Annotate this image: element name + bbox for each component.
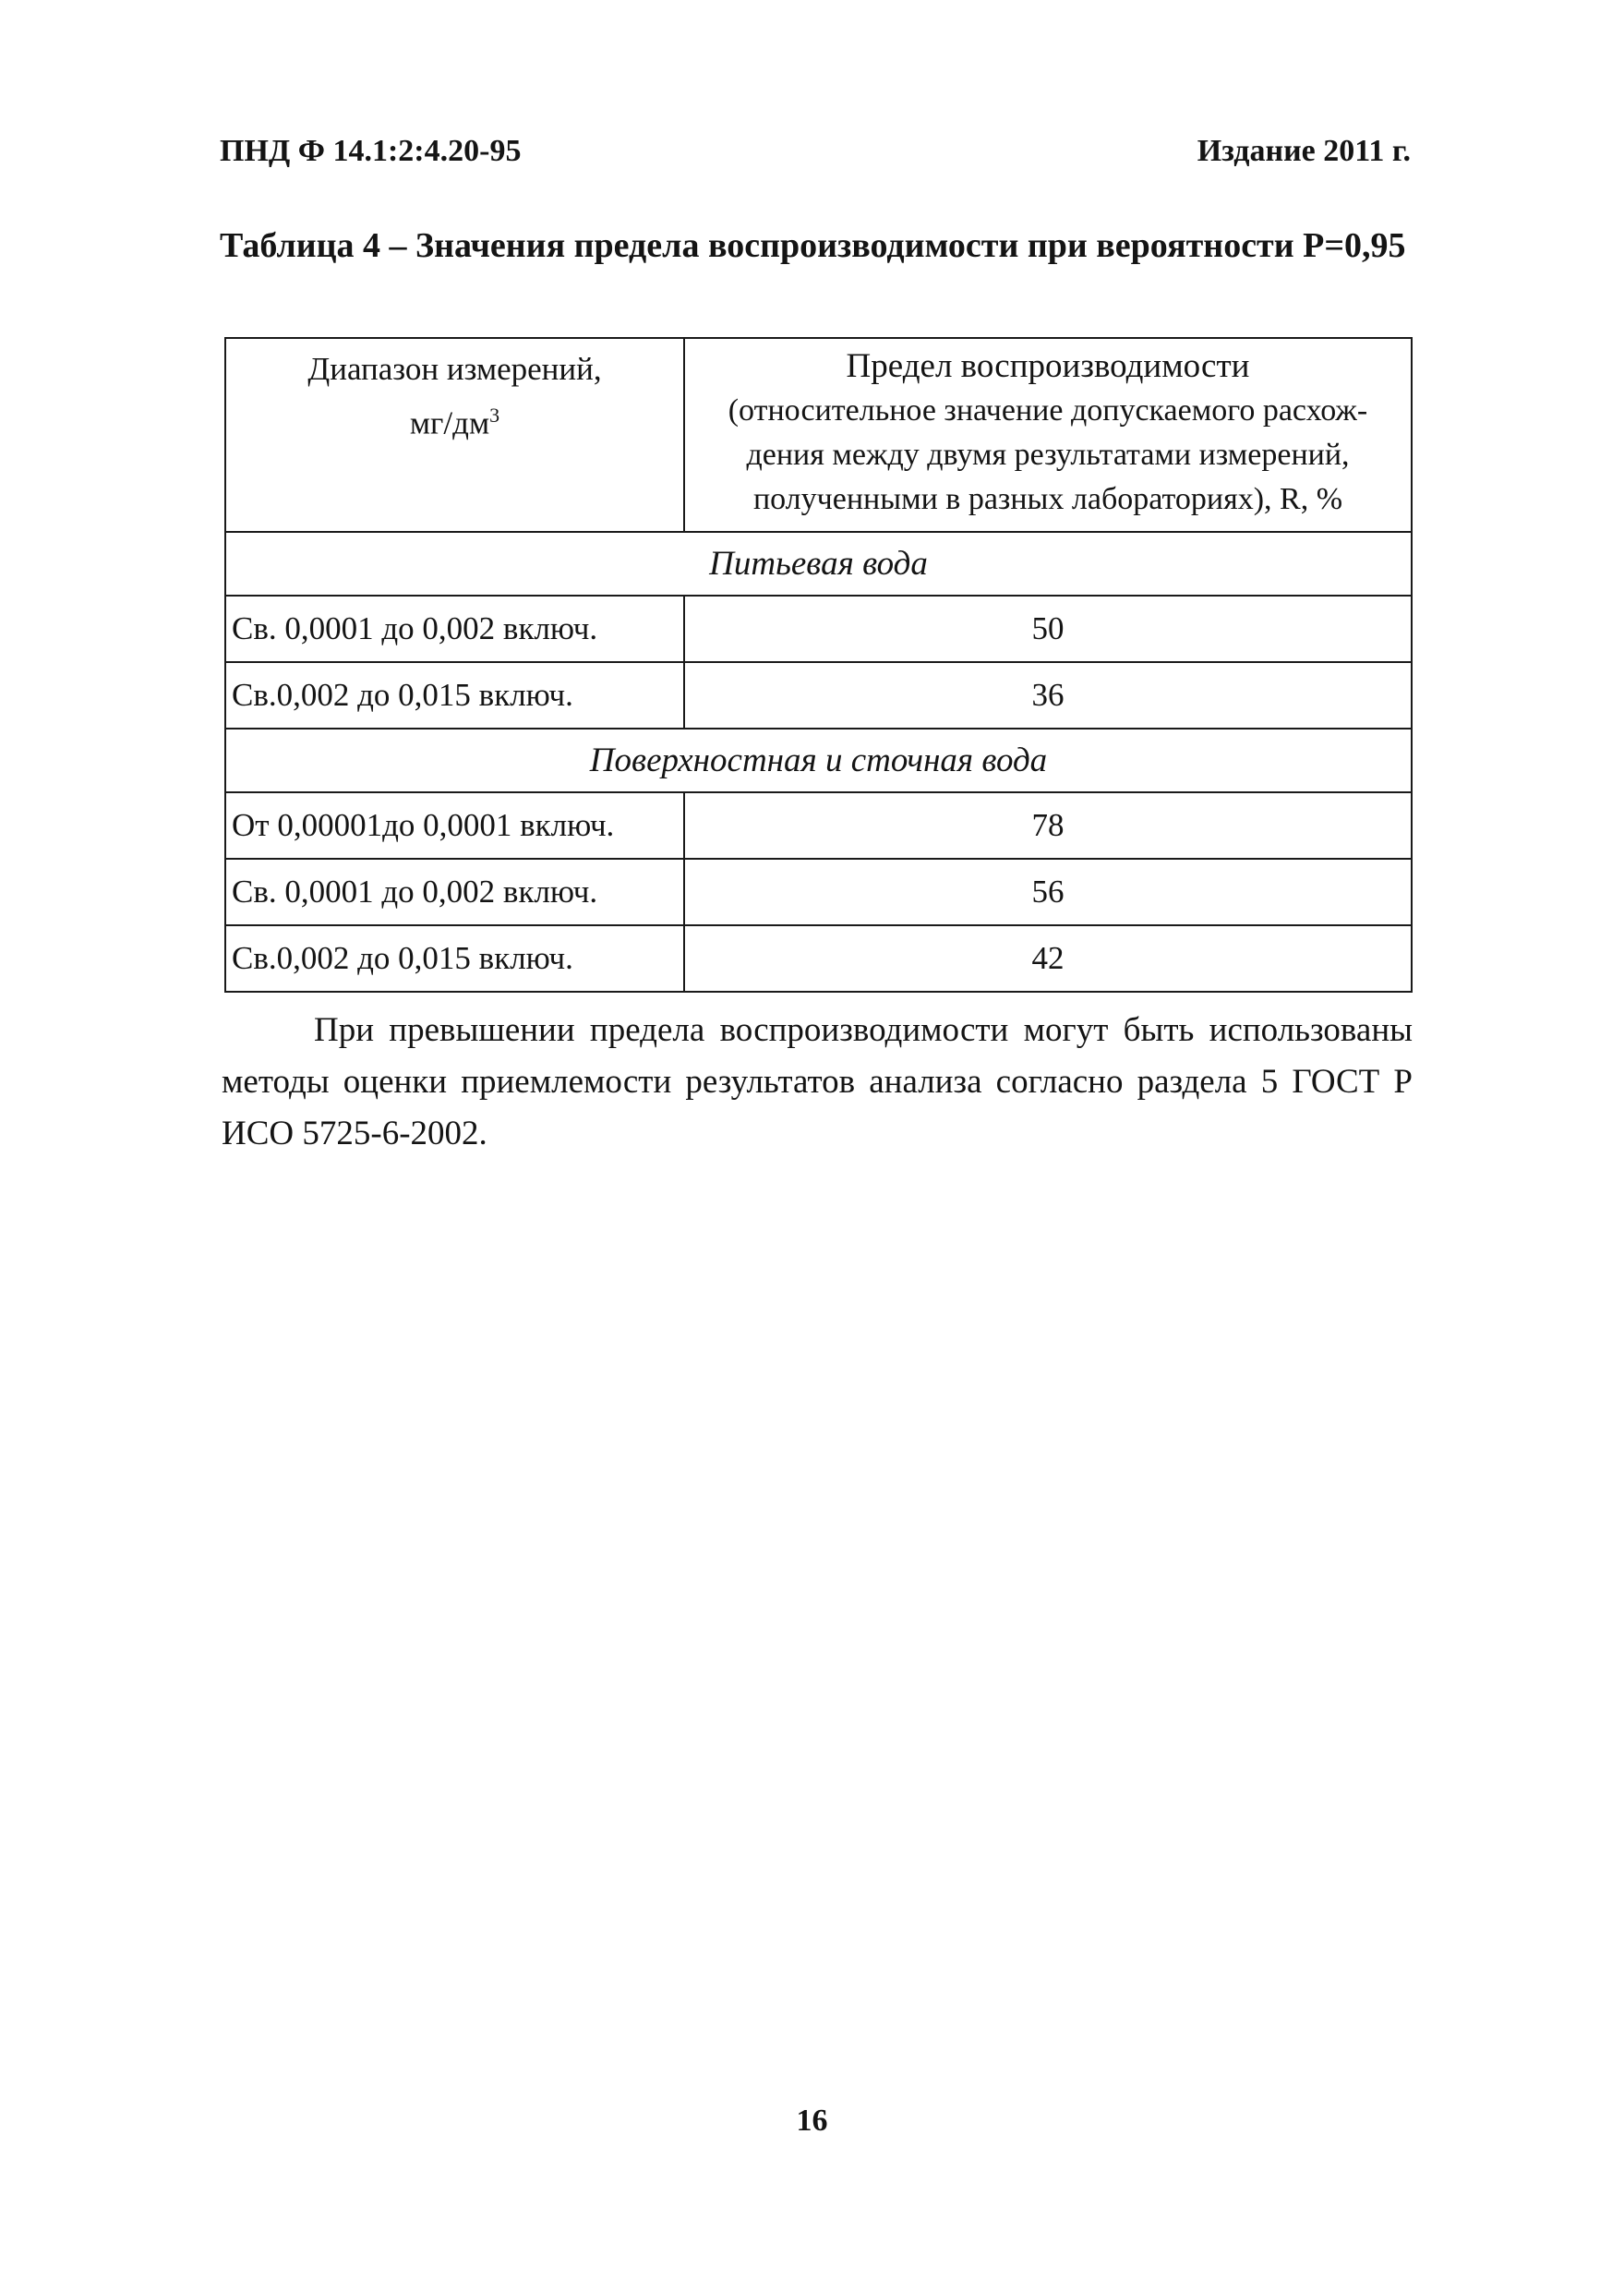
- value-cell: 50: [684, 596, 1412, 662]
- limit-header-title: Предел воспроизводимости: [846, 347, 1250, 385]
- range-header-title: Диапазон измерений,: [307, 351, 602, 387]
- range-cell: Св.0,002 до 0,015 включ.: [225, 662, 684, 729]
- section-row-drinking-water: [225, 532, 1412, 596]
- table-row: [225, 792, 1412, 859]
- value-cell: 42: [684, 925, 1412, 992]
- range-cell: От 0,00001до 0,0001 включ.: [225, 792, 684, 859]
- section-row-surface-waste-water: [225, 729, 1412, 792]
- value-cell: 78: [684, 792, 1412, 859]
- range-header-unit-exponent: 3: [489, 404, 500, 427]
- value-cell: 36: [684, 662, 1412, 729]
- section-title: Поверхностная и сточная вода: [225, 729, 1412, 792]
- limit-header-line-4: полученными в разных лабораториях), R, %: [752, 482, 1343, 516]
- limit-column-header: [684, 338, 1412, 532]
- limit-header-line-2: (относительное значение допускаемого расхож-: [728, 393, 1368, 428]
- range-header-unit: мг/дм: [409, 404, 490, 441]
- table-row: [225, 662, 1412, 729]
- value-cell: 56: [684, 859, 1412, 925]
- section-title: Питьевая вода: [225, 532, 1412, 596]
- table-row: [225, 596, 1412, 662]
- range-column-header: [225, 338, 684, 532]
- table-row: [225, 859, 1412, 925]
- edition-label: Издание 2011 г.: [1197, 134, 1411, 168]
- document-code: ПНД Ф 14.1:2:4.20-95: [220, 134, 522, 168]
- table-row: [225, 925, 1412, 992]
- range-cell: Св. 0,0001 до 0,002 включ.: [225, 859, 684, 925]
- limit-header-line-3: дения между двумя результатами измерений,: [746, 438, 1350, 472]
- body-paragraph: При превышении предела воспроизводимости могут быть использованы методы оценки приемлемости результатов анализа согласно раздела 5 ГОСТ Р ИСО 5725-6-2002.: [222, 1011, 1413, 1152]
- range-cell: Св.0,002 до 0,015 включ.: [225, 925, 684, 992]
- table-header-row: [225, 338, 1412, 532]
- page-number: 16: [796, 2104, 828, 2138]
- reproducibility-table: [224, 337, 1413, 993]
- range-header-unit-line: [226, 392, 683, 447]
- table-caption: Таблица 4 – Значения предела воспроизводимости при вероятности Р=0,95: [220, 226, 1406, 265]
- range-cell: Св. 0,0001 до 0,002 включ.: [225, 596, 684, 662]
